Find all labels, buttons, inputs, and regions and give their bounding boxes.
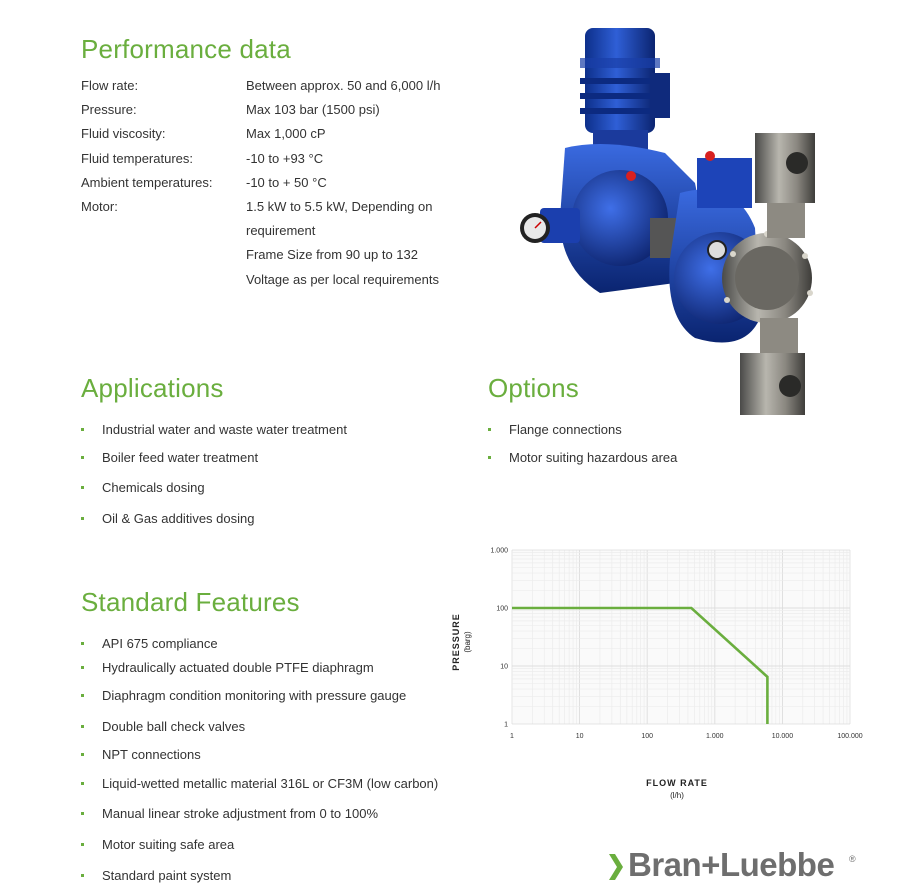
x-tick-label: 10.000 — [771, 733, 794, 740]
standard-features-title: Standard Features — [81, 587, 300, 617]
performance-value: Between approx. 50 and 6,000 l/h — [246, 78, 441, 93]
bullet-icon — [81, 428, 84, 431]
x-axis-label: FLOW RATE — [646, 778, 708, 788]
performance-value: Frame Size from 90 up to 132 — [246, 247, 418, 263]
bullet-icon — [81, 843, 84, 846]
list-item-text: Manual linear stroke adjustment from 0 to 100% — [102, 806, 379, 821]
y-tick-label: 1 — [504, 721, 508, 729]
y-tick-label: 10 — [500, 663, 508, 671]
performance-title: Performance data — [81, 34, 291, 64]
plot-area — [512, 550, 850, 724]
logo-text: Bran+Luebbe — [628, 846, 835, 883]
list-item-text: Standard paint system — [102, 868, 232, 883]
bullet-icon — [81, 666, 84, 669]
x-axis-unit: (l/h) — [670, 791, 684, 800]
bullet-icon — [488, 456, 491, 459]
list-item-text: Chemicals dosing — [102, 480, 205, 495]
x-tick-label: 100.000 — [837, 733, 863, 740]
bullet-icon — [81, 782, 84, 785]
list-item-text: Double ball check valves — [102, 719, 246, 734]
y-tick-label: 1.000 — [490, 547, 508, 555]
x-tick-label: 1 — [510, 733, 514, 740]
list-item-text: Industrial water and waste water treatment — [102, 422, 347, 437]
bullet-icon — [81, 753, 84, 756]
performance-chart — [440, 530, 880, 810]
performance-label: Flow rate: — [81, 78, 139, 93]
list-item-text: Diaphragm condition monitoring with pressure gauge — [102, 688, 407, 703]
bullet-icon — [488, 428, 491, 431]
list-item-text: Motor suiting safe area — [102, 837, 235, 852]
performance-label: Fluid temperatures: — [81, 150, 193, 166]
performance-label: Fluid viscosity: — [81, 126, 166, 142]
performance-value: 1.5 kW to 5.5 kW, Depending on — [246, 199, 433, 214]
x-tick-label: 100 — [641, 733, 654, 740]
performance-value: Max 103 bar (1500 psi) — [246, 102, 380, 118]
x-tick-label: 10 — [575, 733, 584, 740]
performance-label: Pressure: — [81, 102, 137, 118]
logo-chevron-icon — [609, 854, 623, 880]
bullet-icon — [81, 694, 84, 697]
options-title: Options — [488, 373, 580, 403]
list-item-text: Flange connections — [509, 422, 622, 437]
y-axis-unit: (barg) — [463, 631, 472, 653]
performance-value: -10 to +93 °C — [246, 150, 324, 166]
performance-label: Motor: — [81, 199, 118, 214]
list-item-text: API 675 compliance — [102, 636, 218, 651]
performance-label: Ambient temperatures: — [81, 174, 213, 190]
pump-image — [505, 18, 840, 423]
y-axis-label: PRESSURE — [451, 613, 461, 671]
list-item-text: NPT connections — [102, 747, 201, 762]
applications-title: Applications — [81, 373, 224, 403]
x-tick-label: 1.000 — [706, 733, 724, 740]
performance-value: Voltage as per local requirements — [246, 271, 439, 287]
bullet-icon — [81, 725, 84, 728]
performance-value: -10 to + 50 °C — [246, 174, 327, 190]
bullet-icon — [81, 456, 84, 459]
performance-value: Max 1,000 cP — [246, 126, 326, 142]
bullet-icon — [81, 642, 84, 645]
bullet-icon — [81, 874, 84, 877]
list-item-text: Oil & Gas additives dosing — [102, 511, 255, 526]
list-item-text: Motor suiting hazardous area — [509, 450, 678, 465]
bullet-icon — [81, 517, 84, 520]
logo-registered-mark: ® — [849, 854, 856, 864]
list-item-text: Boiler feed water treatment — [102, 450, 259, 465]
bullet-icon — [81, 812, 84, 815]
y-tick-label: 100 — [496, 605, 508, 613]
list-item-text: Liquid-wetted metallic material 316L or CF3M (low carbon) — [102, 776, 439, 791]
bullet-icon — [81, 486, 84, 489]
performance-value: requirement — [246, 223, 316, 239]
list-item-text: Hydraulically actuated double PTFE diaphragm — [102, 660, 374, 675]
